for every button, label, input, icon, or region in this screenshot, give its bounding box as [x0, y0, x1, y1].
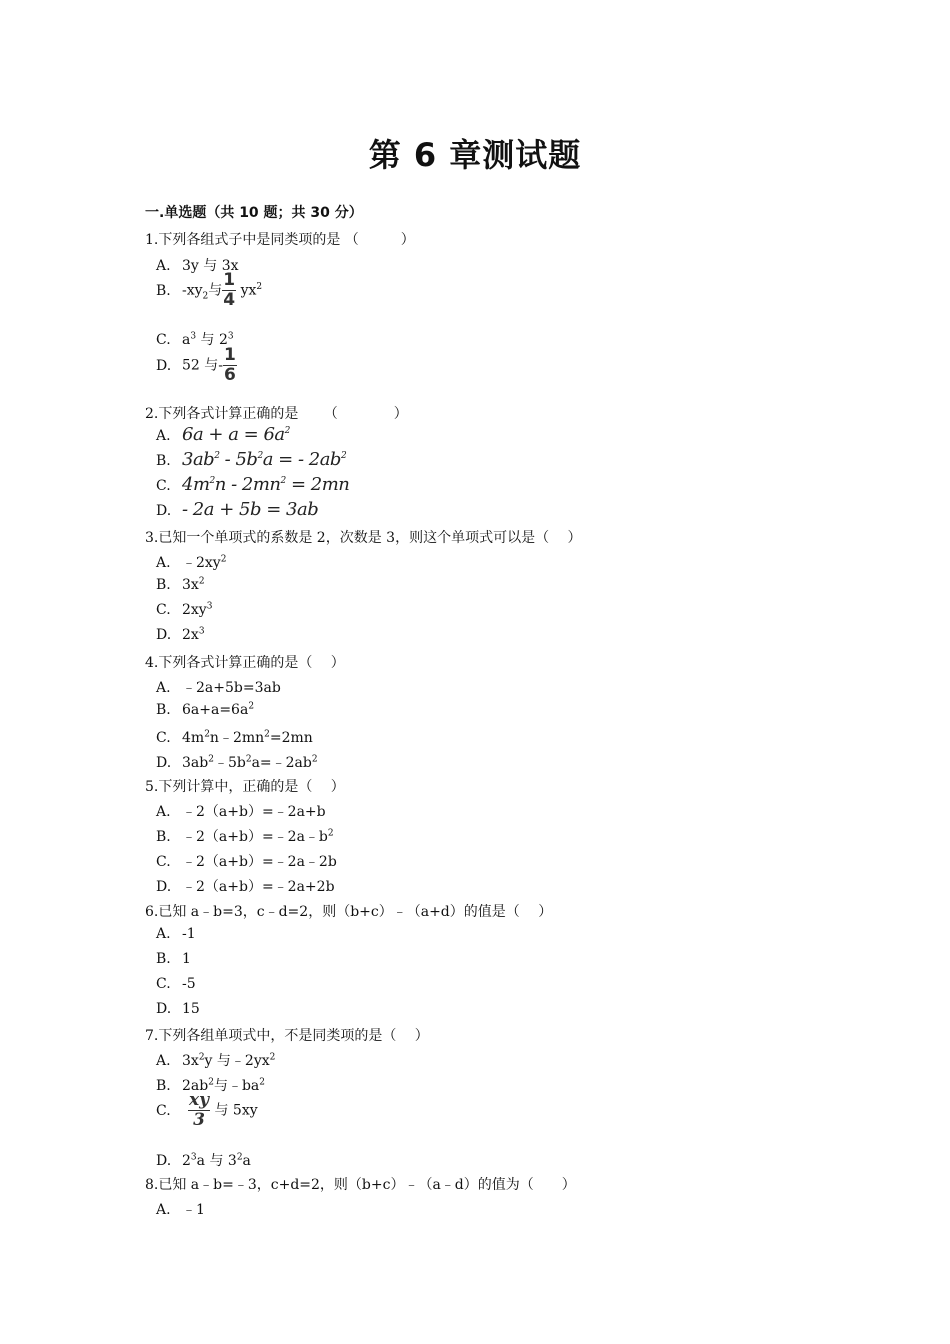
- option-label: A.: [156, 680, 171, 696]
- q7-option-d: D. $2^3a$ 与 $3^2a$: [156, 1152, 251, 1169]
- question-1-stem: 1.下列各组式子中是同类项的是 （ ）: [145, 232, 415, 248]
- option-label: B.: [156, 702, 171, 718]
- math-expression: - 2a + 5b = 3ab: [182, 499, 319, 520]
- q5-option-b: B. $﹣2(a+b)=﹣2a﹣b^2$: [156, 828, 334, 845]
- option-label: B.: [156, 453, 171, 469]
- q7-option-a: A. $3x^2y$ 与$﹣2yx^2$: [156, 1052, 276, 1069]
- option-label: A.: [156, 555, 171, 571]
- option-label: A.: [156, 926, 171, 942]
- q5-option-a: A. ﹣2（a+b）=﹣2a+b: [156, 804, 326, 820]
- option-label: A.: [156, 1202, 171, 1218]
- question-6-stem: 6.已知 a﹣b=3，c﹣d=2，则（b+c）﹣（a+d）的值是（ ）: [145, 904, 553, 920]
- option-label: A.: [156, 1053, 171, 1069]
- q4-option-a: A. ﹣2a+5b=3ab: [156, 680, 281, 696]
- math-expression: $4m^2n - 2mn^2 = 2mn$: [182, 474, 350, 495]
- q3-option-a: A. $﹣2xy^2$: [156, 554, 227, 571]
- math-expression: $6a + a = 6a^2$: [182, 424, 290, 445]
- q2-option-b: [156, 449, 346, 470]
- math-expression: $3ab^2 - 5b^2a$ = - $2ab^2$: [182, 449, 347, 470]
- option-label: A.: [156, 258, 171, 274]
- section-heading: 一.单选题（共 10 题；共 30 分）: [145, 205, 363, 221]
- option-label: B.: [156, 577, 171, 593]
- option-label: B.: [156, 829, 171, 845]
- option-label: B.: [156, 951, 171, 967]
- question-4-stem: 4.下列各式计算正确的是（ ）: [145, 655, 345, 671]
- q7-option-c: C. $\frac{xy}{3}$ 与 5xy: [156, 1090, 258, 1130]
- q2-option-a: [156, 424, 290, 445]
- q2-option-c: [156, 474, 349, 495]
- q7-option-b: B. $2ab^2$与$﹣ba^2$: [156, 1077, 265, 1094]
- q1-option-d: D. 52 与- $\frac{1}{6}$: [156, 345, 236, 385]
- option-label: A.: [156, 428, 171, 444]
- option-label: C.: [156, 478, 171, 494]
- q4-option-c: C. $4m^2n﹣2mn^2=2mn$: [156, 729, 313, 746]
- fraction: $\frac{1}{4}$: [223, 270, 236, 310]
- q2-option-d: [156, 499, 318, 520]
- q3-option-c: C. $2xy^3$: [156, 601, 213, 618]
- fraction: $\frac{1}{6}$: [224, 345, 236, 385]
- q6-option-d: D. 15: [156, 1001, 200, 1017]
- option-label: D.: [156, 357, 172, 374]
- option-label: D.: [156, 879, 172, 895]
- question-3-stem: 3.已知一个单项式的系数是 2，次数是 3，则这个单项式可以是（ ）: [145, 530, 582, 546]
- q6-option-a: A. -1: [156, 926, 196, 942]
- q4-option-d: D. $3ab^2﹣5b^2a=﹣2ab^2$: [156, 754, 318, 771]
- q8-option-a: A. ﹣1: [156, 1202, 205, 1218]
- option-label: B.: [156, 282, 171, 299]
- question-8-stem: 8.已知 a﹣b=﹣3，c+d=2，则（b+c）﹣（a﹣d）的值为（ ）: [145, 1177, 576, 1193]
- question-5-stem: 5.下列计算中，正确的是（ ）: [145, 779, 345, 795]
- option-label: B.: [156, 1078, 171, 1094]
- q3-option-b: B. $3x^2$: [156, 576, 205, 593]
- q5-option-c: C. ﹣2（a+b）=﹣2a﹣2b: [156, 854, 337, 870]
- q4-option-b: B. $6a+a=6a^2$: [156, 701, 255, 718]
- q3-option-d: D. $2x^3$: [156, 626, 205, 643]
- option-label: D.: [156, 1153, 172, 1169]
- option-label: C.: [156, 854, 171, 870]
- option-label: D.: [156, 503, 172, 519]
- page-title: 第 6 章测试题: [368, 136, 582, 174]
- option-label: D.: [156, 755, 172, 771]
- q5-option-d: D. ﹣2（a+b）=﹣2a+2b: [156, 879, 335, 895]
- q1-option-a: A. 3y 与 3x: [156, 258, 239, 274]
- option-label: C.: [156, 976, 171, 992]
- option-label: C.: [156, 1102, 171, 1119]
- option-label: D.: [156, 1001, 172, 1017]
- q6-option-c: C. -5: [156, 976, 196, 992]
- option-label: C.: [156, 602, 171, 618]
- q6-option-b: B. 1: [156, 951, 191, 967]
- q1-option-b: B. $-xy_2$与 $\frac{1}{4}$ $yx^2$: [156, 270, 263, 310]
- question-7-stem: 7.下列各组单项式中，不是同类项的是（ ）: [145, 1028, 429, 1044]
- fraction: $\frac{xy}{3}$: [189, 1090, 210, 1130]
- option-label: A.: [156, 804, 171, 820]
- question-2-stem: 2.下列各式计算正确的是 （ ）: [145, 406, 408, 422]
- option-label: C.: [156, 332, 171, 348]
- option-label: C.: [156, 730, 171, 746]
- q1-option-c: C. $a^3$ 与 $2^3$: [156, 331, 234, 348]
- option-label: D.: [156, 627, 172, 643]
